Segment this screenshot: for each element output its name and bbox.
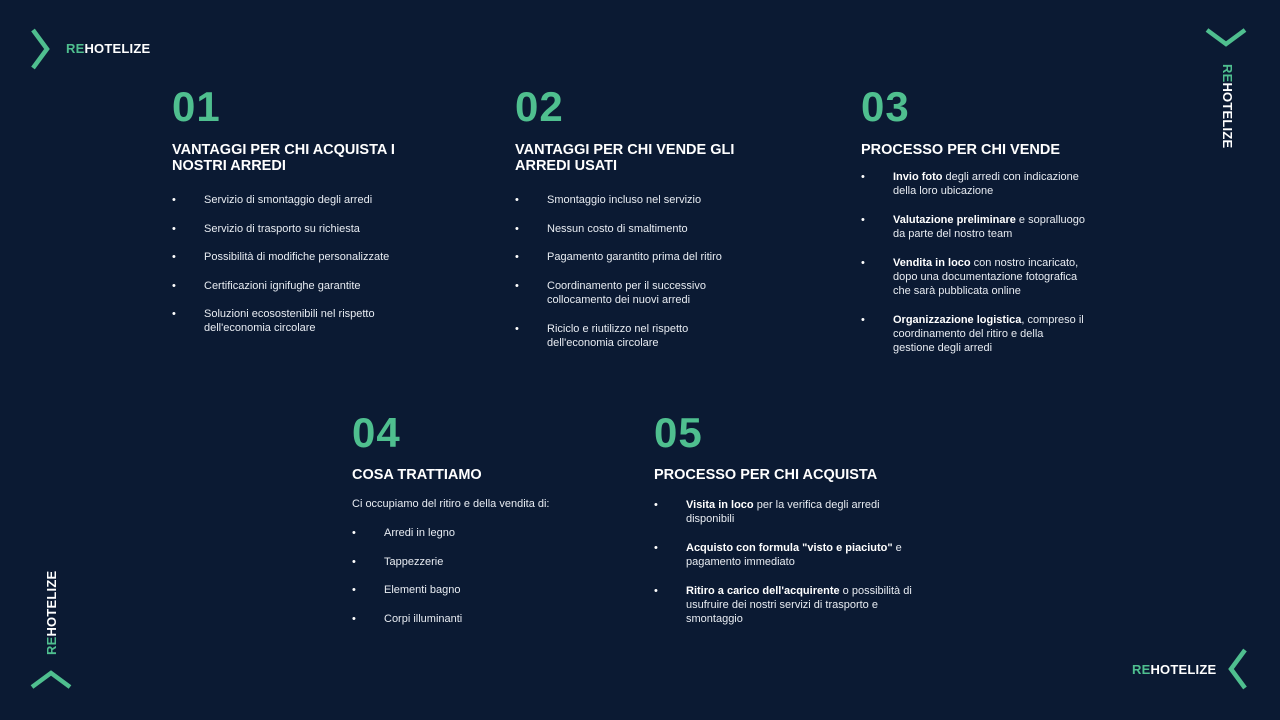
brand-logo-bottom-right [1132,662,1216,677]
section-number: 03 [861,83,910,130]
list-item [861,170,1161,198]
brand-logo-top-right [1220,64,1235,148]
title-line: NOSTRI ARREDI [172,158,286,174]
bullet-list [172,193,472,335]
item-bold: Acquisto con formula "visto e piaciuto" [686,542,893,554]
item-line: dell'economia circolare [547,336,659,349]
list-item: • Smontaggio incluso nel servizio [515,193,815,207]
chevron-up-icon [30,670,72,690]
title-line: VANTAGGI PER CHI VENDE GLI [515,142,735,158]
item-line: della loro ubicazione [893,185,994,197]
bullet-list [352,526,632,626]
item-line: Soluzioni ecosostenibili nel rispetto [204,308,375,320]
item-bold: Vendita in loco [893,257,971,269]
list-item: • Servizio di smontaggio degli arredi [172,193,472,207]
section-04 [352,409,632,626]
item-text: con nostro incaricato, [970,257,1079,269]
item-line: usufruire dei nostri servizi di trasporto e [686,599,878,611]
list-item [654,541,954,569]
list-item: • Certificazioni ignifughe garantite [172,279,472,293]
item-line: pagamento immediato [686,556,795,568]
item-line: Coordinamento per il successivo [547,279,706,292]
item-line: dell'economia circolare [204,322,316,334]
list-item [654,498,954,526]
item-bold: Organizzazione logistica [893,314,1022,326]
chevron-left-icon [1228,648,1248,690]
item-line: collocamento dei nuovi arredi [547,293,691,306]
list-item [861,256,1161,298]
list-item [861,313,1161,355]
brand-prefix: RE [1220,64,1235,83]
list-item: • Elementi bagno [352,583,632,597]
section-title: COSA TRATTIAMO [352,467,482,483]
brand-suffix: HOTELIZE [1150,662,1217,677]
brand-suffix: HOTELIZE [1220,82,1235,149]
bullet-list [515,193,815,350]
item-line: coordinamento del ritiro e della [893,328,1044,340]
section-number: 04 [352,409,401,456]
section-03 [861,83,1161,355]
list-item: • Corpi illuminanti [352,612,632,626]
list-item [172,307,472,335]
item-line: Riciclo e riutilizzo nel rispetto [547,322,689,335]
item-text: e [892,542,902,554]
section-number: 01 [172,83,221,130]
brand-suffix: HOTELIZE [44,570,59,637]
list-item [861,213,1161,241]
item-line: smontaggio [686,613,743,625]
list-item [515,322,815,350]
section-number: 02 [515,83,564,130]
chevron-right-icon [30,28,50,70]
section-title [515,142,815,174]
title-line: VANTAGGI PER CHI ACQUISTA I [172,142,395,158]
brand-suffix: HOTELIZE [84,41,151,56]
item-bold: Ritiro a carico dell'acquirente [686,585,840,597]
bullet-list [654,498,954,626]
list-item: • Servizio di trasporto su richiesta [172,222,472,236]
list-item: • Arredi in legno [352,526,632,540]
item-line: che sarà pubblicata online [893,285,1021,297]
item-text: degli arredi con indicazione [942,171,1079,183]
item-bold: Visita in loco [686,499,754,511]
item-text: , compreso il [1021,314,1084,326]
item-line: gestione degli arredi [893,342,993,354]
section-title: PROCESSO PER CHI VENDE [861,142,1061,158]
item-text: o possibilità di [839,585,912,597]
item-text: per la verifica degli arredi [753,499,880,511]
section-01 [172,83,472,335]
brand-prefix: RE [1132,662,1151,677]
title-line: ARREDI USATI [515,158,618,174]
list-item [654,584,954,626]
brand-prefix: RE [66,41,85,56]
bullet-list [861,170,1161,355]
list-item: • Possibilità di modifiche personalizzate [172,250,472,264]
brand-prefix: RE [44,636,59,655]
section-title [172,142,472,174]
brand-logo-top-left [66,41,150,56]
list-item: • Nessun costo di smaltimento [515,222,815,236]
list-item: • Tappezzerie [352,555,632,569]
section-title: PROCESSO PER CHI ACQUISTA [654,467,878,483]
chevron-down-icon [1205,27,1247,47]
item-line: da parte del nostro team [893,228,1013,240]
item-text: e sopralluogo [1015,214,1085,226]
list-item [515,279,815,307]
item-bold: Invio foto [893,171,943,183]
section-05 [654,409,954,626]
section-intro: Ci occupiamo del ritiro e della vendita di: [352,498,550,510]
section-number: 05 [654,409,703,456]
item-bold: Valutazione preliminare [893,214,1016,226]
section-02 [515,83,815,350]
item-line: dopo una documentazione fotografica [893,271,1078,283]
list-item: • Pagamento garantito prima del ritiro [515,250,815,264]
brand-logo-bottom-left [44,571,59,655]
item-line: disponibili [686,513,735,525]
